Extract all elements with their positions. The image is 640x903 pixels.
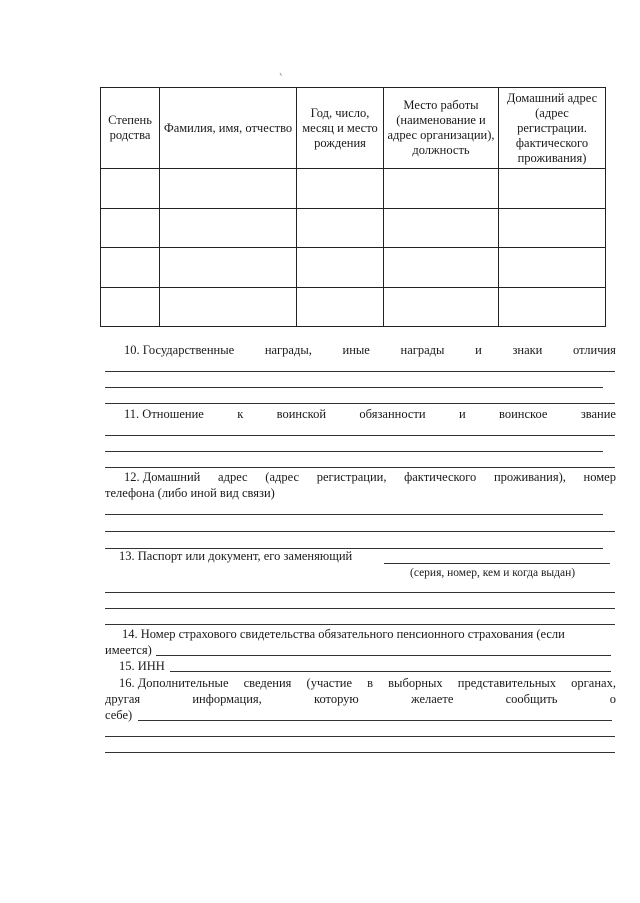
word: обязанности — [359, 407, 426, 421]
table-cell[interactable] — [384, 169, 499, 209]
item13-hint: (серия, номер, кем и когда выдан) — [410, 567, 576, 579]
word: 16. Дополнительные — [119, 676, 229, 690]
word: сведения — [243, 676, 292, 690]
item16-line[interactable] — [105, 752, 615, 753]
table-cell[interactable] — [160, 169, 297, 209]
word: воинское — [499, 407, 548, 421]
table-cell[interactable] — [101, 169, 160, 209]
word: проживания), — [493, 470, 566, 484]
header-workplace: Место работы (наименование и адрес организации), должность — [384, 88, 499, 169]
scan-mark — [280, 71, 285, 76]
table-cell[interactable] — [384, 248, 499, 288]
item12-label-cont: телефона (либо иной вид связи) — [105, 486, 275, 500]
item16-line[interactable] — [105, 736, 615, 737]
table-cell[interactable] — [101, 248, 160, 288]
item12-label — [124, 470, 616, 485]
table-cell[interactable] — [160, 248, 297, 288]
item13-label: 13. Паспорт или документ, его заменяющий — [119, 549, 353, 563]
table-cell[interactable] — [101, 287, 160, 327]
header-birth: Год, число, месяц и место рождения — [297, 88, 384, 169]
table-cell[interactable] — [384, 287, 499, 327]
word: регистрации, — [316, 470, 387, 484]
word: 10. Государственные — [124, 343, 235, 357]
item12-line[interactable] — [105, 531, 615, 532]
item12-line[interactable] — [105, 514, 603, 515]
table-cell[interactable] — [499, 169, 606, 209]
item15-label: 15. ИНН — [119, 659, 165, 673]
word: звание — [580, 407, 616, 421]
word: (адрес — [265, 470, 300, 484]
word: 12. Домашний — [124, 470, 201, 484]
item16-input-line[interactable] — [138, 720, 612, 721]
table-cell[interactable] — [101, 208, 160, 248]
item16-label-cont: себе) — [105, 708, 133, 722]
table-cell[interactable] — [384, 208, 499, 248]
header-full-name: Фамилия, имя, отчество — [160, 88, 297, 169]
item13-line[interactable] — [105, 624, 615, 625]
word: фактического — [404, 470, 477, 484]
table-cell[interactable] — [499, 287, 606, 327]
word: желаете — [411, 692, 454, 706]
word: (участие — [306, 676, 353, 690]
word: о — [609, 692, 616, 706]
item10-label — [124, 343, 616, 358]
relatives-table — [100, 87, 606, 327]
item10-line[interactable] — [105, 403, 615, 404]
word: воинской — [276, 407, 327, 421]
item14-label-cont: имеется) — [105, 643, 152, 657]
item13-line[interactable] — [105, 608, 615, 609]
item11-line[interactable] — [105, 451, 603, 452]
item11-line[interactable] — [105, 435, 615, 436]
table-header-row — [101, 88, 606, 169]
table-cell[interactable] — [297, 169, 384, 209]
item16-label-line2 — [105, 692, 616, 707]
table-cell[interactable] — [297, 248, 384, 288]
word: награды — [400, 343, 445, 357]
table-cell[interactable] — [160, 208, 297, 248]
table-row — [101, 208, 606, 248]
word: которую — [314, 692, 359, 706]
table-cell[interactable] — [160, 287, 297, 327]
word: другая — [105, 692, 141, 706]
table-cell[interactable] — [297, 208, 384, 248]
word: в — [367, 676, 374, 690]
item13-line[interactable] — [105, 592, 615, 593]
header-home-address: Домашний адрес (адрес регистрации. фактического проживания) — [499, 88, 606, 169]
word: адрес — [218, 470, 248, 484]
word: представительных — [457, 676, 557, 690]
table-row — [101, 248, 606, 288]
item10-line[interactable] — [105, 371, 615, 372]
word: к — [237, 407, 244, 421]
item13-input-line[interactable] — [384, 563, 610, 564]
word: выборных — [388, 676, 443, 690]
word: информация, — [192, 692, 262, 706]
word: и — [475, 343, 482, 357]
item11-line[interactable] — [105, 467, 615, 468]
word: отличия — [573, 343, 616, 357]
item11-label — [124, 407, 616, 422]
word: сообщить — [505, 692, 558, 706]
word: знаки — [512, 343, 543, 357]
word: 11. Отношение — [124, 407, 204, 421]
word: и — [458, 407, 466, 421]
header-relation: Степень родства — [101, 88, 160, 169]
item10-line[interactable] — [105, 387, 603, 388]
table-row — [101, 169, 606, 209]
table-cell[interactable] — [297, 287, 384, 327]
word: номер — [583, 470, 616, 484]
word: органах, — [571, 676, 616, 690]
table-row — [101, 287, 606, 327]
table-cell[interactable] — [499, 208, 606, 248]
item14-input-line[interactable] — [156, 655, 611, 656]
table-cell[interactable] — [499, 248, 606, 288]
item15-input-line[interactable] — [170, 671, 611, 672]
item16-label — [119, 676, 616, 691]
word: иные — [342, 343, 370, 357]
item14-label: 14. Номер страхового свидетельства обязательного пенсионного страхования (если — [122, 627, 565, 641]
word: награды, — [264, 343, 312, 357]
